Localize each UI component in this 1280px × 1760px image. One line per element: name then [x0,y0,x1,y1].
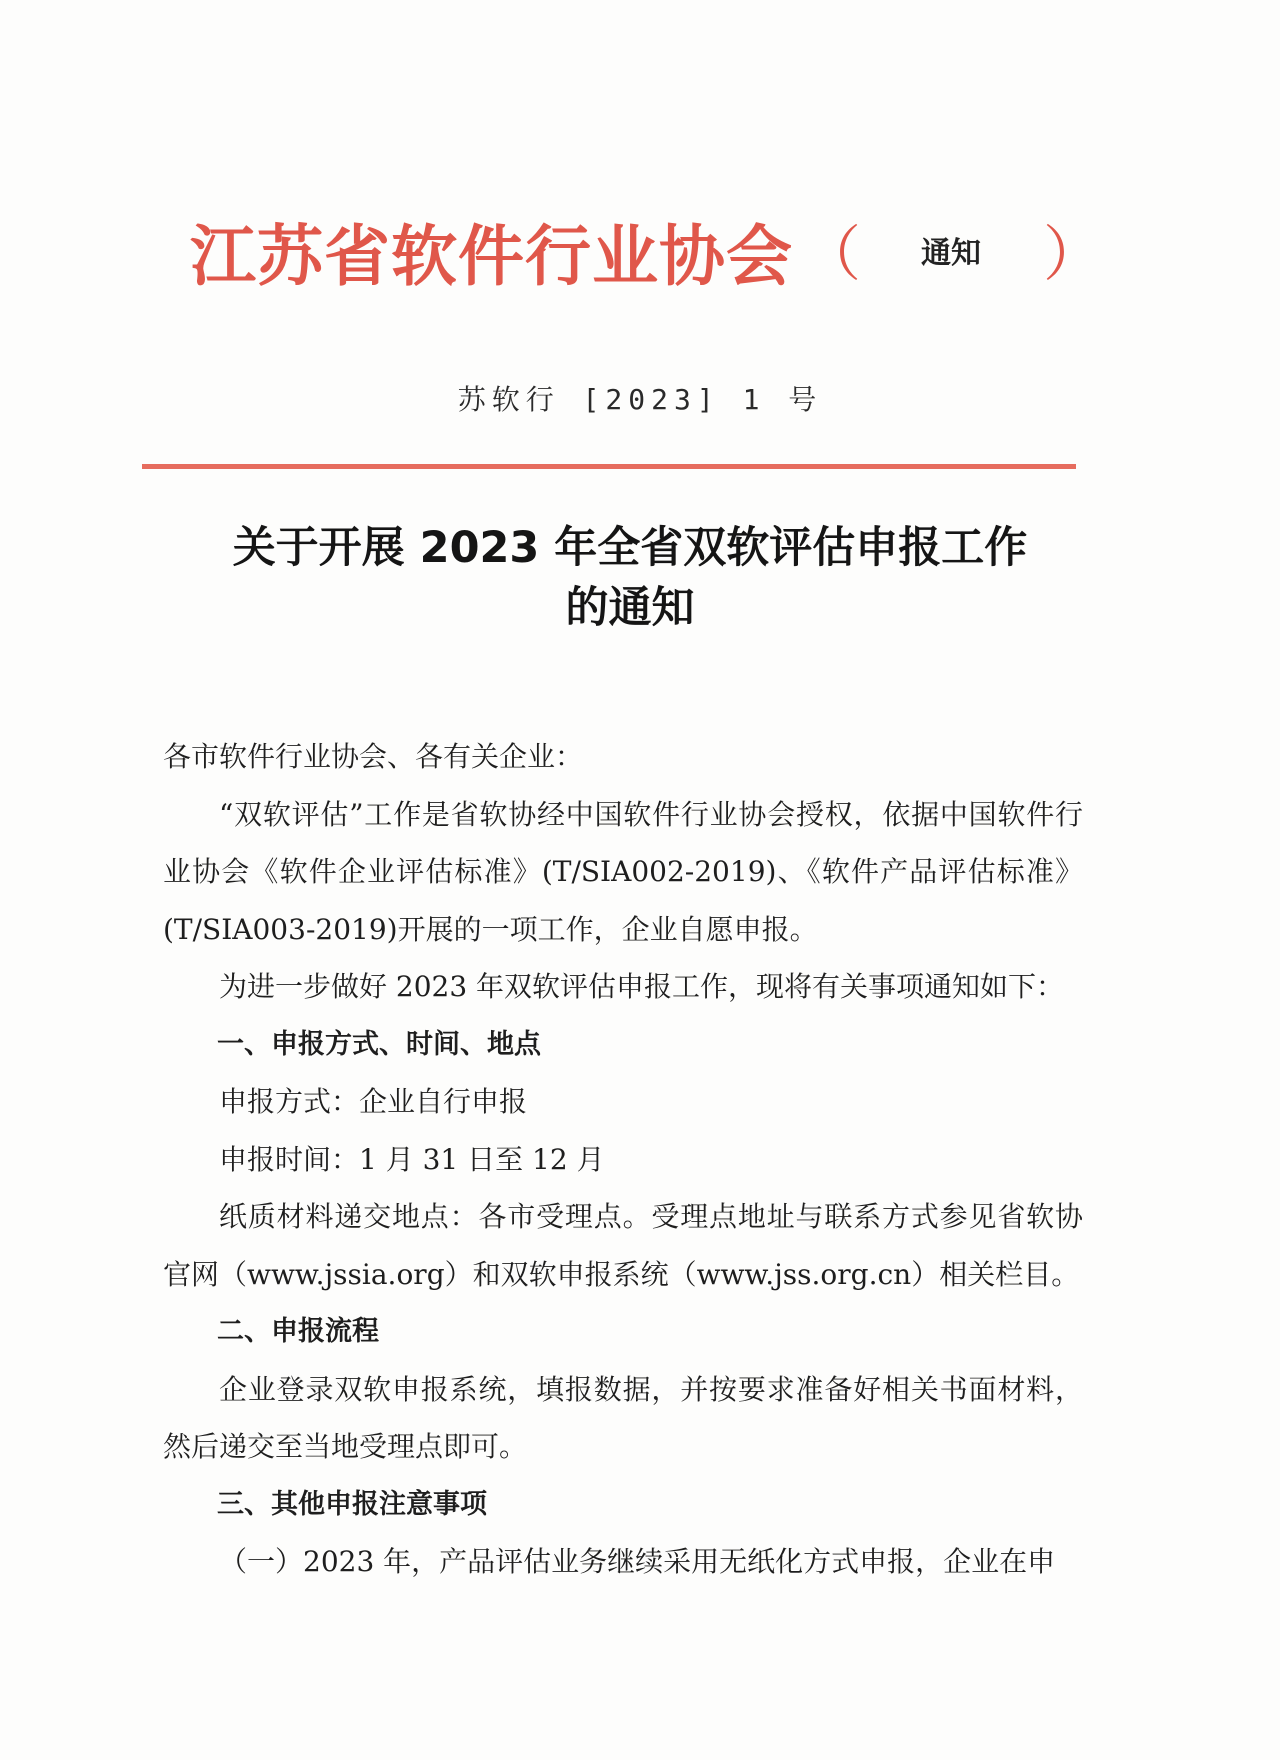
notice-title [130,518,1130,638]
submission-location: 纸质材料递交地点：各市受理点。受理点地址与联系方式参见省软协官网（www.jssia.org）和双软申报系统（www.jss.org.cn）相关栏目。 [163,1200,1083,1291]
section-3-heading: 三、其他申报注意事项 [217,1488,487,1520]
application-process: 企业登录双软申报系统，填报数据，并按要求准备好相关书面材料，然后递交至当地受理点即可。 [163,1372,1083,1463]
application-time: 申报时间：1 月 31 日至 12 月 [219,1142,605,1176]
note-1: （一）2023 年，产品评估业务继续采用无纸化方式申报，企业在申 [219,1545,1056,1578]
letterhead [190,200,1103,300]
notice-body [163,728,1083,1591]
paren-open: （ [801,220,861,290]
red-divider [142,464,1076,469]
doc-type: 通知 [921,236,981,271]
title-line-1: 关于开展 2023 年全省双软评估申报工作 [232,523,1028,573]
org-name: 江苏省软件行业协会 [190,216,793,295]
salutation: 各市软件行业协会、各有关企业： [163,740,584,773]
section-2-heading: 二、申报流程 [217,1316,379,1347]
paragraph-purpose: 为进一步做好 2023 年双软评估申报工作，现将有关事项通知如下： [219,970,1065,1003]
application-method: 申报方式：企业自行申报 [219,1085,528,1118]
paren-close: ） [1043,220,1103,290]
paragraph-intro: “双软评估”工作是省软协经中国软件行业协会授权，依据中国软件行业协会《软件企业评估标准》(T/SIA002-2019)、《软件产品评估标准》(T/SIA003-2019)开展的一项工作，企业自愿申报。 [163,797,1083,946]
section-1-heading: 一、申报方式、时间、地点 [217,1028,541,1060]
title-line-2: 的通知 [565,583,695,633]
doc-number: 苏软行 [2023] 1 号 [457,383,823,416]
